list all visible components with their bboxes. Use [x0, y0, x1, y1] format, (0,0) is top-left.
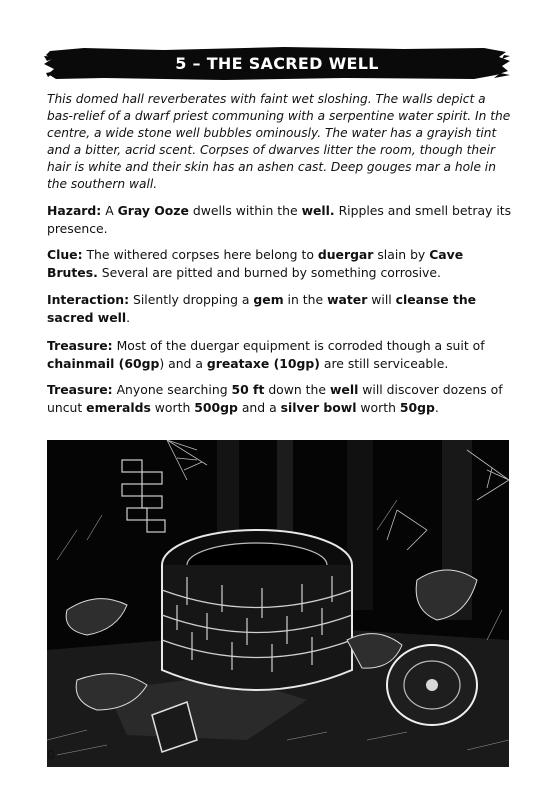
- sacred-well-illustration: [47, 440, 509, 767]
- interaction-paragraph: [47, 291, 513, 326]
- text: and a: [237, 399, 281, 415]
- text: ) and a: [159, 355, 207, 371]
- effect-name: cleanse the sacred well: [47, 292, 477, 325]
- item-name: gem: [253, 292, 284, 307]
- treasure-label: Treasure:: [47, 382, 113, 397]
- value: 500gp: [194, 399, 238, 415]
- item-name: silver bowl: [280, 399, 357, 415]
- hazard-label: Hazard:: [47, 203, 102, 218]
- text: worth: [356, 399, 400, 415]
- text: Anyone searching: [112, 382, 232, 397]
- text: worth: [150, 399, 195, 415]
- illustration-drawing: [47, 440, 509, 767]
- clue-label: Clue:: [47, 247, 83, 262]
- text: Most of the duergar equipment is corroded though a suit of: [112, 338, 485, 353]
- monster-name: Gray Ooze: [117, 203, 189, 218]
- item-name: greataxe (10gp): [206, 355, 320, 371]
- text: .: [434, 399, 439, 415]
- creature-name: duergar: [317, 247, 374, 262]
- treasure-paragraph-1: [47, 337, 513, 372]
- text: A: [101, 203, 118, 218]
- text: will: [367, 292, 396, 307]
- text: dwells within the: [188, 203, 302, 218]
- text: in the: [283, 292, 328, 307]
- text: Several are pitted and burned by something corrosive.: [97, 264, 441, 280]
- location-name: well: [329, 382, 359, 397]
- item-name: emeralds: [86, 399, 151, 415]
- page-number: 0: [47, 748, 55, 762]
- intro-text: This domed hall reverberates with faint wet sloshing. The walls depict a bas-relief of a dwarf priest communing with a serpentine water spirit. In the centre, a wide stone well bubbles ominously. The water has a grayish tint and a bitter, acrid scent. Corpses of dwarves litter the room, though their hair is white and their skin has an ashen cast. Deep gouges mar a hole in the southern wall.: [47, 92, 511, 191]
- monster-name: Cave Brutes.: [47, 247, 464, 280]
- item-name: chainmail (60gp: [47, 355, 160, 371]
- text: Silently dropping a: [129, 292, 254, 307]
- location-name: well.: [301, 203, 335, 218]
- depth-value: 50 ft: [231, 382, 265, 397]
- text: The withered corpses here belong to: [82, 247, 318, 262]
- text: .: [126, 309, 131, 325]
- section-title: 5 – THE SACRED WELL: [175, 54, 379, 73]
- interaction-label: Interaction:: [47, 292, 130, 307]
- text: Ripples and smell betray its presence.: [47, 203, 512, 236]
- treasure-label: Treasure:: [47, 338, 113, 353]
- text: will discover dozens of uncut: [47, 382, 503, 415]
- treasure-paragraph-2: [47, 381, 513, 416]
- value: 50gp: [399, 399, 435, 415]
- target-name: water: [327, 292, 368, 307]
- text: down the: [264, 382, 330, 397]
- hazard-paragraph: [47, 202, 513, 237]
- text: are still serviceable.: [319, 355, 449, 371]
- text: slain by: [373, 247, 430, 262]
- section-banner: [44, 47, 510, 80]
- clue-paragraph: [47, 246, 513, 281]
